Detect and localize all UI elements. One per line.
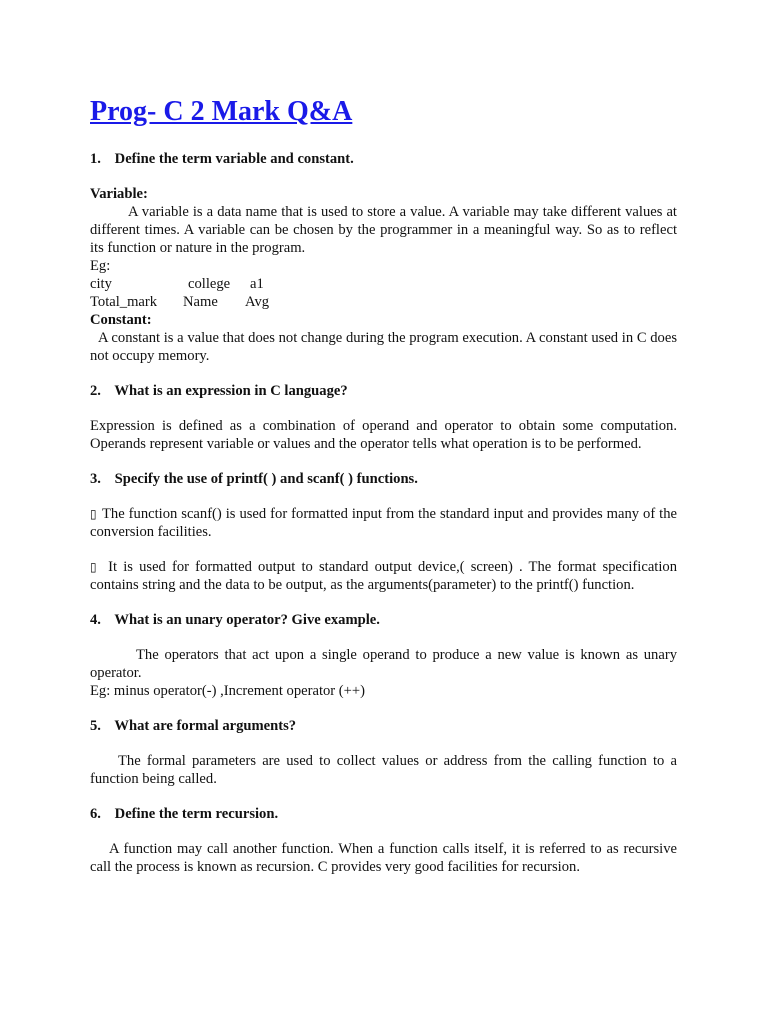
variable-definition: A variable is a data name that is used to store a value. A variable may take different values at different times. A variable can be chosen by the programmer in a meaningful way. So as to reflect its function or nature in the program. bbox=[90, 204, 677, 256]
example-name: Name bbox=[183, 294, 218, 310]
question-4-text: What is an unary operator? Give example. bbox=[114, 612, 380, 628]
question-6-text: Define the term recursion. bbox=[114, 806, 279, 822]
question-3-text: Specify the use of printf( ) and scanf( ) functions. bbox=[114, 471, 418, 487]
question-4-number: 4. bbox=[90, 612, 101, 628]
question-1 bbox=[90, 150, 677, 168]
question-6 bbox=[90, 805, 677, 823]
document-page bbox=[90, 94, 677, 876]
answer-3-point-1: ▯ The function scanf() is used for formatted input from the standard input and provides many of the conversion facilities. bbox=[90, 506, 677, 540]
question-2-text: What is an expression in C language? bbox=[114, 383, 348, 399]
question-3-number: 3. bbox=[90, 471, 101, 487]
example-college: college bbox=[188, 276, 231, 292]
example-avg: Avg bbox=[245, 294, 270, 310]
eg-label: Eg: bbox=[90, 258, 111, 274]
answer-5: The formal parameters are used to collect values or address from the calling function to a function being called. bbox=[90, 753, 677, 787]
question-4 bbox=[90, 611, 677, 629]
question-1-number: 1. bbox=[90, 151, 101, 167]
question-3 bbox=[90, 470, 677, 488]
answer-2: Expression is defined as a combination of operand and operator to obtain some computation. Operands represent variable or values and the operator tells what operation is to be performed. bbox=[90, 418, 677, 452]
question-5-number: 5. bbox=[90, 718, 101, 734]
question-1-text: Define the term variable and constant. bbox=[114, 151, 354, 167]
constant-definition: A constant is a value that does not change during the program execution. A constant used in C does not occupy memory. bbox=[90, 330, 677, 364]
answer-6: A function may call another function. When a function calls itself, it is referred to as recursive call the process is known as recursion. C provides very good facilities for recursion. bbox=[90, 841, 677, 875]
question-6-number: 6. bbox=[90, 806, 101, 822]
example-total-mark: Total_mark bbox=[90, 294, 158, 310]
answer-4-example: Eg: minus operator(-) ,Increment operator (++) bbox=[90, 683, 365, 699]
example-a1: a1 bbox=[250, 276, 264, 292]
constant-label: Constant: bbox=[90, 312, 152, 328]
question-5-text: What are formal arguments? bbox=[114, 718, 297, 734]
answer-4: The operators that act upon a single operand to produce a new value is known as unary operator. bbox=[90, 647, 677, 681]
variable-label: Variable: bbox=[90, 186, 148, 202]
question-2 bbox=[90, 382, 677, 400]
missing-glyph-icon: ▯ bbox=[90, 560, 97, 574]
examples-row-1 bbox=[90, 275, 677, 293]
answer-3-point-2: ▯ It is used for formatted output to standard output device,( screen) . The format specification contains string and the data to be output, as the arguments(parameter) to the printf() function. bbox=[90, 559, 677, 593]
document-title: Prog- C 2 Mark Q&A bbox=[90, 96, 353, 127]
question-5 bbox=[90, 717, 677, 735]
example-city: city bbox=[90, 276, 112, 292]
missing-glyph-icon: ▯ bbox=[90, 507, 97, 521]
question-2-number: 2. bbox=[90, 383, 101, 399]
examples-row-2 bbox=[90, 293, 677, 311]
